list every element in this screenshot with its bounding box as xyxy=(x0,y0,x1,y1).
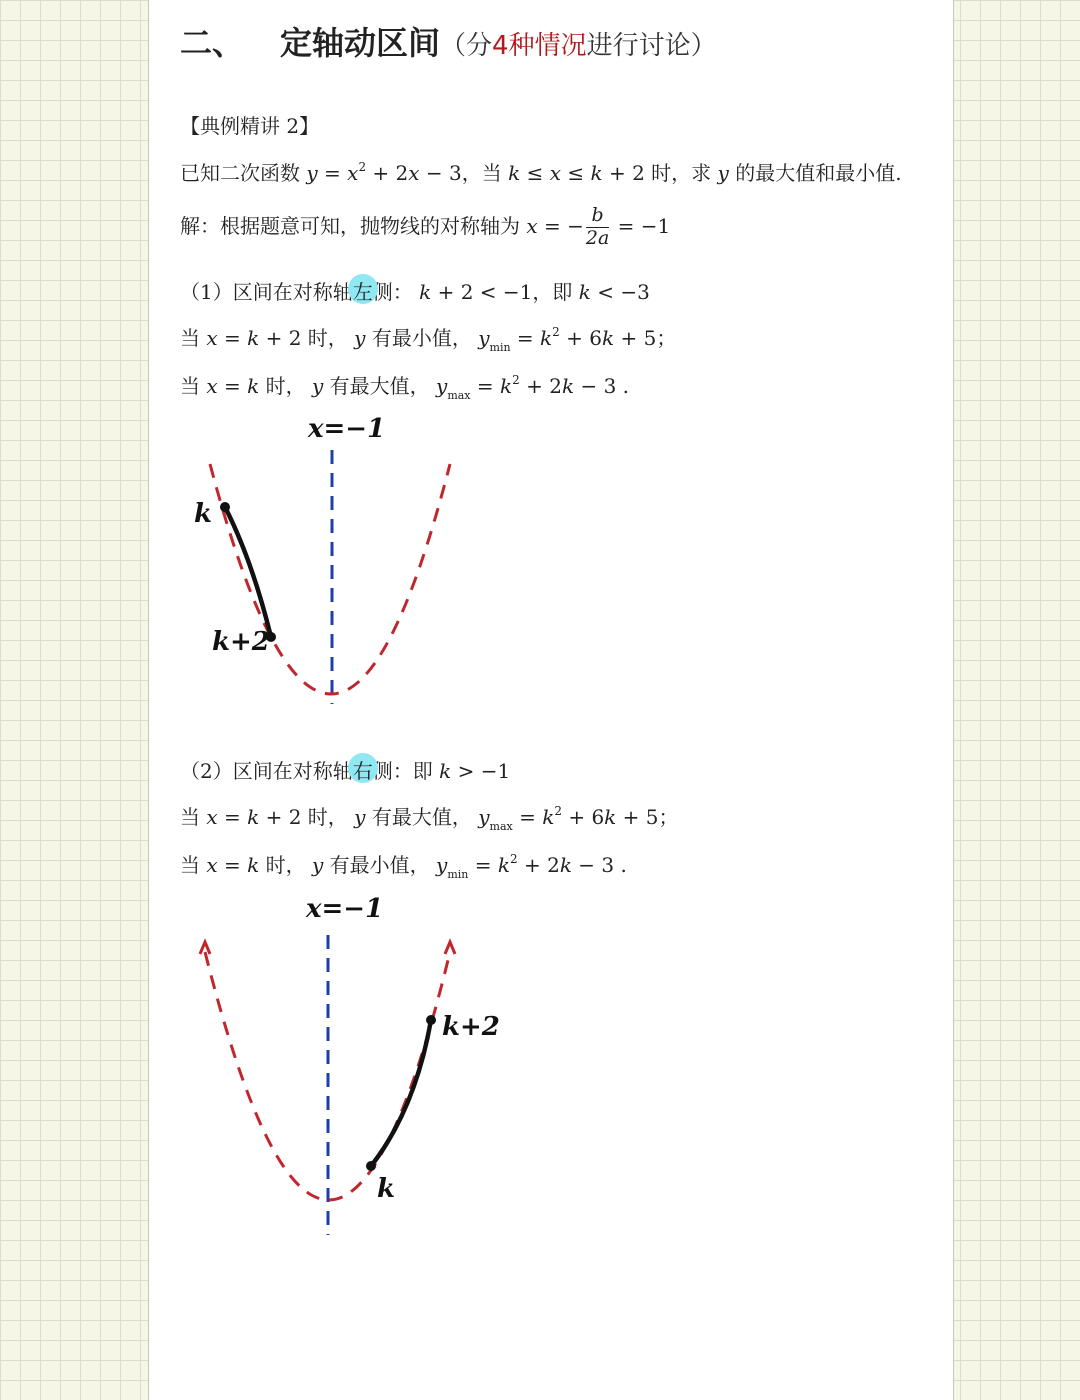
case-text: − 3 . xyxy=(571,853,627,877)
problem-text: ≤ xyxy=(520,161,550,185)
math-var: x xyxy=(526,213,538,238)
math-var: k xyxy=(419,280,432,304)
math-var: x xyxy=(408,161,420,185)
math-var: k xyxy=(602,326,615,350)
math-var: y xyxy=(436,853,448,877)
math-var: k xyxy=(247,326,260,350)
math-var: k xyxy=(508,161,521,185)
case-text: 有最小值， xyxy=(323,853,436,877)
math-var: k xyxy=(497,853,510,877)
label-k: k xyxy=(194,499,213,529)
problem-text: = xyxy=(317,161,348,185)
case-text: + 2 xyxy=(519,374,562,398)
math-var: k xyxy=(561,374,575,398)
math-var: k xyxy=(247,374,260,398)
solution-text: = −1 xyxy=(611,213,671,238)
case-text: 当 xyxy=(180,326,207,350)
problem-text: 已知二次函数 xyxy=(180,161,307,185)
case-text: = xyxy=(217,374,248,398)
problem-statement xyxy=(180,157,902,186)
problem-text: + 2 时，求 xyxy=(602,161,718,185)
math-var: x xyxy=(347,161,359,185)
example-label: 【典例精讲 2】 xyxy=(180,114,320,138)
case-text: 时， xyxy=(259,853,312,877)
math-subscript: max xyxy=(489,820,513,833)
case-text: 当 xyxy=(180,374,207,398)
math-exponent: 2 xyxy=(358,160,367,174)
case-text: = xyxy=(512,805,543,829)
case2-graph xyxy=(180,890,520,1240)
math-var: y xyxy=(478,326,490,350)
case1-heading xyxy=(180,276,650,305)
section-note-highlight: 4种情况 xyxy=(492,31,587,61)
case-text: + 2 xyxy=(517,853,560,877)
section-note xyxy=(440,31,717,61)
fraction-denominator: 2a xyxy=(585,226,610,249)
math-exponent: 2 xyxy=(512,373,520,387)
case-text: 时， xyxy=(259,374,312,398)
math-var: x xyxy=(549,161,562,185)
case-text: < −3 xyxy=(590,280,650,304)
math-var: y xyxy=(306,161,318,185)
case-text: = xyxy=(217,805,248,829)
math-var: k xyxy=(578,280,591,304)
problem-text: 的最大值和最小值. xyxy=(728,161,902,185)
fraction-numerator: b xyxy=(586,205,609,228)
case-text: 侧： xyxy=(372,280,420,304)
math-var: y xyxy=(436,374,448,398)
math-var: y xyxy=(311,853,324,877)
axis-label: x=−1 xyxy=(306,894,384,924)
case-text: = xyxy=(217,326,248,350)
math-var: k xyxy=(439,759,452,783)
endpoint-k xyxy=(220,502,230,512)
case-text: = xyxy=(470,374,500,398)
case-text: + 6 xyxy=(561,805,605,829)
math-var: k xyxy=(540,326,553,350)
section-number: 二、 xyxy=(180,24,245,62)
case-text: + 5； xyxy=(616,805,679,829)
solution-text: 解：根据题意可知，抛物线的对称轴为 xyxy=(180,213,527,238)
case-text: 有最大值， xyxy=(323,374,436,398)
math-var: k xyxy=(500,374,513,398)
case2-max-line xyxy=(180,801,679,833)
endpoint-k xyxy=(366,1161,376,1171)
interval-segment xyxy=(371,1020,431,1166)
case-text: 当 xyxy=(180,805,207,829)
endpoint-k-plus-2 xyxy=(426,1015,436,1025)
math-var: x xyxy=(206,805,218,829)
math-var: k xyxy=(590,161,603,185)
case-text: + 2 时， xyxy=(259,805,355,829)
case1-graph xyxy=(180,412,480,712)
math-var: x xyxy=(206,374,218,398)
math-exponent: 2 xyxy=(509,852,518,866)
case1-min-line xyxy=(180,322,676,354)
case-text: − 3 . xyxy=(574,374,630,398)
math-var: y xyxy=(717,161,729,185)
case-text: > −1 xyxy=(451,759,511,783)
highlighted-char: 右 xyxy=(352,759,373,783)
case2-heading xyxy=(180,755,510,784)
solution-line xyxy=(180,205,670,250)
case-text: + 5； xyxy=(614,326,677,350)
math-var: k xyxy=(559,853,572,877)
case-text: 有最大值， xyxy=(365,805,479,829)
math-exponent: 2 xyxy=(552,325,560,339)
case1-max-line xyxy=(180,370,629,402)
math-var: y xyxy=(354,326,366,350)
highlighted-char: 左 xyxy=(352,280,373,304)
case-text: + 2 < −1，即 xyxy=(431,280,579,304)
case-text: = xyxy=(510,326,541,350)
math-subscript: min xyxy=(447,868,469,881)
math-var: y xyxy=(311,374,324,398)
arrow-up-icon xyxy=(445,942,455,954)
math-var: k xyxy=(247,853,260,877)
math-var: y xyxy=(354,805,366,829)
interval-segment xyxy=(225,507,271,637)
section-title: 定轴动区间 xyxy=(280,24,441,62)
math-var: k xyxy=(604,805,617,829)
math-subscript: min xyxy=(489,341,511,354)
case2-min-line xyxy=(180,849,627,881)
solution-text: = − xyxy=(537,213,584,238)
case-text: = xyxy=(217,853,248,877)
case-text: = xyxy=(468,853,498,877)
parabola-curve xyxy=(210,464,450,694)
fraction xyxy=(586,205,609,250)
page-right-border xyxy=(953,0,954,1400)
page-left-border xyxy=(148,0,149,1400)
math-subscript: max xyxy=(447,389,471,402)
case-text: （1）区间在对称轴 xyxy=(180,280,353,304)
label-k-plus-2: k+2 xyxy=(212,627,270,657)
case-text: （2）区间在对称轴 xyxy=(180,759,353,783)
label-k: k xyxy=(377,1174,396,1204)
math-exponent: 2 xyxy=(554,804,562,818)
problem-text: ≤ xyxy=(561,161,591,185)
case-text: 当 xyxy=(180,853,207,877)
section-note-close: 进行讨论） xyxy=(586,31,717,61)
math-var: k xyxy=(542,805,555,829)
section-heading xyxy=(180,18,717,64)
math-var: x xyxy=(206,326,218,350)
label-k-plus-2: k+2 xyxy=(442,1012,500,1042)
axis-label: x=−1 xyxy=(308,414,386,444)
case-text: + 2 时， xyxy=(259,326,355,350)
case-text: + 6 xyxy=(559,326,603,350)
case-text: 有最小值， xyxy=(365,326,479,350)
math-var: k xyxy=(247,805,260,829)
section-note-open: （分 xyxy=(440,31,493,61)
problem-text: + 2 xyxy=(366,161,409,185)
case-text: 侧：即 xyxy=(372,759,440,783)
problem-text: − 3，当 xyxy=(419,161,509,185)
math-var: x xyxy=(206,853,218,877)
math-var: y xyxy=(478,805,490,829)
